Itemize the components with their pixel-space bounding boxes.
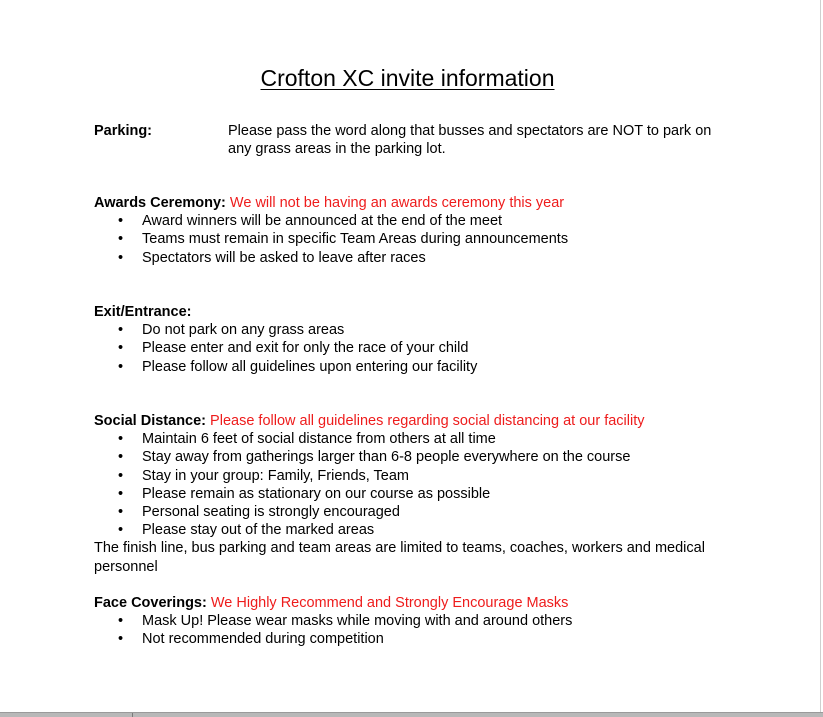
social-section [94, 412, 734, 576]
social-note: Please follow all guidelines regarding social distancing at our facility [210, 413, 645, 429]
horizontal-scrollbar[interactable] [0, 712, 823, 717]
face-list [94, 612, 734, 648]
social-list [94, 430, 734, 539]
list-item: • Maintain 6 feet of social distance from others at all time [94, 430, 734, 448]
scrollbar-divider [132, 713, 133, 717]
social-footer: The finish line, bus parking and team areas are limited to teams, coaches, workers and medical personnel [94, 540, 705, 575]
awards-label: Awards Ceremony: [94, 195, 226, 211]
page-edge [820, 0, 821, 713]
awards-section [94, 194, 734, 267]
list-item: • Do not park on any grass areas [94, 321, 734, 339]
parking-label: Parking: [94, 123, 153, 139]
awards-list [94, 212, 734, 267]
parking-section [94, 122, 734, 162]
list-item: • Please enter and exit for only the race of your child [94, 339, 734, 357]
list-item: • Please stay out of the marked areas [94, 521, 734, 539]
exit-section [94, 303, 734, 376]
face-label: Face Coverings: [94, 595, 207, 611]
document-title: Crofton XC invite information [260, 65, 555, 91]
face-note: We Highly Recommend and Strongly Encourage Masks [210, 595, 569, 611]
list-item: • Stay away from gatherings larger than 6-8 people everywhere on the course [94, 448, 734, 466]
exit-label: Exit/Entrance: [94, 304, 192, 320]
face-section [94, 594, 734, 649]
list-item: • Spectators will be asked to leave after races [94, 249, 734, 267]
exit-list [94, 321, 734, 376]
list-item: • Mask Up! Please wear masks while moving with and around others [94, 612, 734, 630]
awards-note: We will not be having an awards ceremony this year [229, 195, 565, 211]
list-item: • Personal seating is strongly encouraged [94, 503, 734, 521]
list-item: • Award winners will be announced at the end of the meet [94, 212, 734, 230]
list-item: • Please follow all guidelines upon entering our facility [94, 358, 734, 376]
list-item: • Not recommended during competition [94, 630, 734, 648]
list-item: • Stay in your group: Family, Friends, Team [94, 467, 734, 485]
list-item: • Please remain as stationary on our course as possible [94, 485, 734, 503]
social-label: Social Distance: [94, 413, 207, 429]
list-item: • Teams must remain in specific Team Areas during announcements [94, 230, 734, 248]
parking-text: Please pass the word along that busses and spectators are NOT to park on any grass areas in the parking lot. [228, 123, 712, 158]
